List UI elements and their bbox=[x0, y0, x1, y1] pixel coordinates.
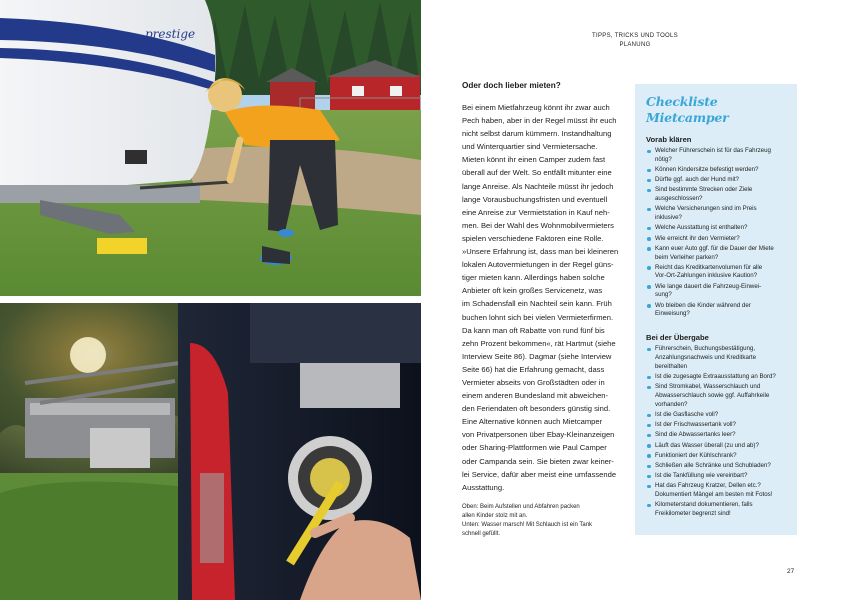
article-heading: Oder doch lieber mieten? bbox=[462, 81, 561, 90]
checklist-item-text: Wie erreicht ihr den Vermieter? bbox=[655, 234, 740, 242]
article-line: im Schadensfall ein Nachteil sein kann. Früh bbox=[462, 299, 612, 309]
article-line: Anbieter oft kein großes Servicenetz, was bbox=[462, 286, 603, 296]
article-line: einem anderen Bundesland mit abweichen- bbox=[462, 391, 609, 401]
checklist-item bbox=[646, 411, 789, 420]
article-line: Interview Seite 86). Dagmar (siehe Interview bbox=[462, 351, 612, 361]
checklist-item-text: Ist die zugesagte Extraausstattung an Bord? bbox=[655, 373, 776, 381]
checklist-item bbox=[646, 302, 789, 320]
checklist-item bbox=[646, 186, 789, 204]
checklist-item-text: Funktioniert der Kühlschrank? bbox=[655, 451, 737, 459]
bullet-icon bbox=[647, 414, 651, 418]
checklist-item-text: Wo bleiben die Kinder während der bbox=[655, 301, 751, 309]
checklist-item bbox=[646, 147, 789, 165]
checklist-item-text: Abwasserschlauch sowie ggf. Auffahrkeile bbox=[655, 392, 770, 400]
checklist-item-text: Ist die Gasflasche voll? bbox=[655, 411, 719, 418]
article-line: Da kann man oft Rabatte von rund fünf bis bbox=[462, 325, 605, 335]
checklist-item-text: inklusive? bbox=[655, 214, 682, 222]
checklist-item-text: Welche Versicherungen sind im Preis bbox=[655, 205, 757, 213]
article-line: und Winterquartier sind Vermietersache. bbox=[462, 142, 598, 152]
checklist-item-text: Ist die Tankfüllung wie vereinbart? bbox=[655, 472, 748, 480]
bullet-icon bbox=[647, 444, 651, 448]
checklist-item bbox=[646, 176, 789, 185]
article-line: eine Anreise zur Vermietstation in Kauf neh- bbox=[462, 207, 610, 217]
bullet-icon bbox=[647, 285, 651, 289]
running-head-kicker: TIPPS, TRICKS UND TOOLS bbox=[592, 33, 678, 39]
article-line: oder Campanda sein. Sie bieten zwar keiner- bbox=[462, 456, 614, 466]
article-line: Vermieter abseits von Großstädten oder in bbox=[462, 377, 605, 387]
checklist-item bbox=[646, 482, 789, 500]
article-line: lokalen Autovermietungen in der Regel güns- bbox=[462, 260, 614, 270]
checklist-item-text: Sind die Abwassertanks leer? bbox=[655, 431, 736, 439]
checklist-item-text: Welche Ausstattung ist enthalten? bbox=[655, 224, 748, 232]
checklist-list bbox=[646, 147, 789, 319]
bullet-icon bbox=[647, 454, 651, 458]
checklist-item-text: Können Kindersitze befestigt werden? bbox=[655, 165, 759, 173]
photo-water-tank bbox=[0, 303, 421, 600]
checklist-section bbox=[646, 333, 789, 519]
checklist-item-text: beim Verleiher parken? bbox=[655, 253, 719, 261]
checklist-item bbox=[646, 501, 789, 519]
checklist-item bbox=[646, 245, 789, 263]
checklist-item-text: Vor-Ort-Zahlungen inklusive Kaution? bbox=[655, 272, 758, 280]
checklist-item-text: Dürfte ggf. auch der Hund mit? bbox=[655, 176, 739, 184]
bullet-icon bbox=[647, 386, 651, 390]
checklist-item-text: vorhanden? bbox=[655, 400, 688, 408]
article-line: lange Anreise. Als Nachteile müsst ihr jedoch bbox=[462, 181, 614, 191]
checklist-item-text: Hat das Fahrzeug Kratzer, Dellen etc.? bbox=[655, 482, 761, 490]
bullet-icon bbox=[647, 237, 651, 241]
bullet-icon bbox=[647, 504, 651, 508]
checklist-section-heading: Vorab klären bbox=[646, 135, 692, 144]
page-number: 27 bbox=[787, 568, 795, 575]
checklist-item-text: Sind Stromkabel, Wasserschlauch und bbox=[655, 383, 761, 391]
bullet-icon bbox=[647, 189, 651, 193]
bullet-icon bbox=[647, 485, 651, 489]
checklist-item bbox=[646, 283, 789, 301]
checklist-item-text: Kilometerstand dokumentieren, falls bbox=[655, 501, 753, 509]
checklist-section bbox=[646, 135, 789, 319]
bullet-icon bbox=[647, 376, 651, 380]
checklist-box bbox=[635, 84, 797, 535]
bullet-icon bbox=[647, 424, 651, 428]
checklist-item-text: sung? bbox=[655, 291, 672, 299]
photo-caption bbox=[462, 503, 632, 539]
bullet-icon bbox=[647, 179, 651, 183]
checklist-item bbox=[646, 224, 789, 233]
checklist-item bbox=[646, 383, 789, 409]
article-line: oder Sharing-Plattformen wie Paul Camper bbox=[462, 443, 607, 453]
checklist-item-text: Dokumentiert Mängel am besten mit Fotos! bbox=[655, 491, 773, 499]
bullet-icon bbox=[647, 208, 651, 212]
bullet-icon bbox=[647, 227, 651, 231]
bullet-icon bbox=[647, 304, 651, 308]
article-line: lange Vorausbuchungsfristen und eventuell bbox=[462, 194, 608, 204]
article-line: Seite 66) hat die Erfahrung gemacht, dass bbox=[462, 364, 605, 374]
checklist-item-text: Reicht das Kreditkartenvolumen für alle bbox=[655, 263, 763, 271]
checklist-item bbox=[646, 442, 789, 451]
checklist-item-text: Einweisung? bbox=[655, 310, 690, 318]
article-line: »Unsere Erfahrung ist, dass man bei kleineren bbox=[462, 247, 619, 257]
checklist-title: Checkliste Mietcamper bbox=[646, 94, 729, 125]
caption-line: Unten: Wasser marsch! Mit Schlauch ist ein Tank bbox=[462, 522, 593, 528]
article-line: men. Bei der Wahl des Wohnmobilvermieters bbox=[462, 220, 614, 230]
article-line: nicht selbst darum kümmern. Instandhaltung bbox=[462, 129, 612, 139]
article-line: buchen lohnt sich bei vielen Vermieterfirmen. bbox=[462, 312, 614, 322]
bullet-icon bbox=[647, 247, 651, 251]
caption-line: Oben: Beim Aufstellen und Abfahren packen bbox=[462, 504, 580, 510]
bullet-icon bbox=[647, 465, 651, 469]
checklist-item-text: Kann euer Auto ggf. für die Dauer der Miete bbox=[655, 244, 774, 252]
checklist-item-text: Läuft das Wasser überall (zu und ab)? bbox=[655, 441, 759, 449]
bullet-icon bbox=[647, 475, 651, 479]
photo-caravan-child bbox=[0, 0, 421, 296]
checklist-item bbox=[646, 421, 789, 430]
checklist-item bbox=[646, 264, 789, 282]
article-line: Eine Alternative können auch Mietcamper bbox=[462, 417, 603, 427]
checklist-item bbox=[646, 373, 789, 382]
bullet-icon bbox=[647, 266, 651, 270]
checklist-item-text: Welcher Führerschein ist für das Fahrzeug bbox=[655, 147, 771, 154]
checklist-item-text: bereithalten bbox=[655, 362, 688, 370]
article-line: überall auf der Welt. So entfällt mitunter eine bbox=[462, 168, 612, 178]
checklist-item-text: Führerschein, Buchungsbestätigung, bbox=[655, 345, 756, 353]
checklist-item-text: Sind bestimmte Strecken oder Ziele bbox=[655, 186, 753, 194]
article-line: lei Service, dafür aber meist eine umfassende bbox=[462, 469, 617, 479]
caravan-brand: prestige bbox=[145, 27, 196, 41]
bullet-icon bbox=[647, 434, 651, 438]
bullet-icon bbox=[647, 150, 651, 154]
checklist-item-text: ausgeschlossen? bbox=[655, 195, 703, 203]
article bbox=[462, 80, 632, 494]
article-line: Mieten könnt ihr einen Camper zudem fast bbox=[462, 155, 606, 165]
checklist-item-text: Schließen alle Schränke und Schubladen? bbox=[655, 461, 771, 469]
checklist-item bbox=[646, 462, 789, 471]
checklist-item bbox=[646, 452, 789, 461]
article-line: von Privatpersonen über Ebay-Kleinanzeigen bbox=[462, 430, 615, 440]
checklist-item bbox=[646, 166, 789, 175]
article-line: Ausstattung. bbox=[462, 482, 505, 492]
checklist-section-heading: Bei der Übergabe bbox=[646, 333, 709, 343]
article-line: Bei einem Mietfahrzeug könnt ihr zwar auch bbox=[462, 103, 610, 112]
checklist-item-text: Anzahlungsnachweis und Kreditkarte bbox=[655, 354, 757, 362]
article-body bbox=[462, 101, 632, 494]
checklist-item bbox=[646, 472, 789, 481]
bullet-icon bbox=[647, 348, 651, 352]
checklist-item bbox=[646, 205, 789, 223]
article-line: zehn Prozent bekommen«, rät Hartmut (siehe bbox=[462, 338, 616, 348]
running-head bbox=[585, 32, 685, 50]
checklist-item bbox=[646, 431, 789, 440]
checklist-item bbox=[646, 235, 789, 244]
bullet-icon bbox=[647, 169, 651, 173]
caption-line: schnell gefüllt. bbox=[462, 531, 501, 537]
running-head-section: PLANUNG bbox=[619, 42, 651, 48]
checklist-sections bbox=[646, 135, 789, 519]
article-line: spielen verschiedene Faktoren eine Rolle. bbox=[462, 233, 604, 243]
article-line: tiger mieten kann. Allerdings haben solche bbox=[462, 273, 605, 283]
checklist-item-text: Freikilometer begrenzt sind! bbox=[655, 510, 731, 518]
checklist-item-text: Ist der Frischwassertank voll? bbox=[655, 421, 736, 429]
checklist-list bbox=[646, 345, 789, 519]
article-line: den Feriendaten oft besonders günstig sind. bbox=[462, 404, 611, 414]
article-line: Pech haben, aber in der Regel müsst ihr euch bbox=[462, 116, 617, 126]
caption-line: allen Kinder stolz mit an. bbox=[462, 513, 528, 519]
checklist-item-text: Wie lange dauert die Fahrzeug-Einwei- bbox=[655, 282, 762, 290]
checklist-item bbox=[646, 345, 789, 371]
checklist-item-text: nötig? bbox=[655, 155, 672, 163]
